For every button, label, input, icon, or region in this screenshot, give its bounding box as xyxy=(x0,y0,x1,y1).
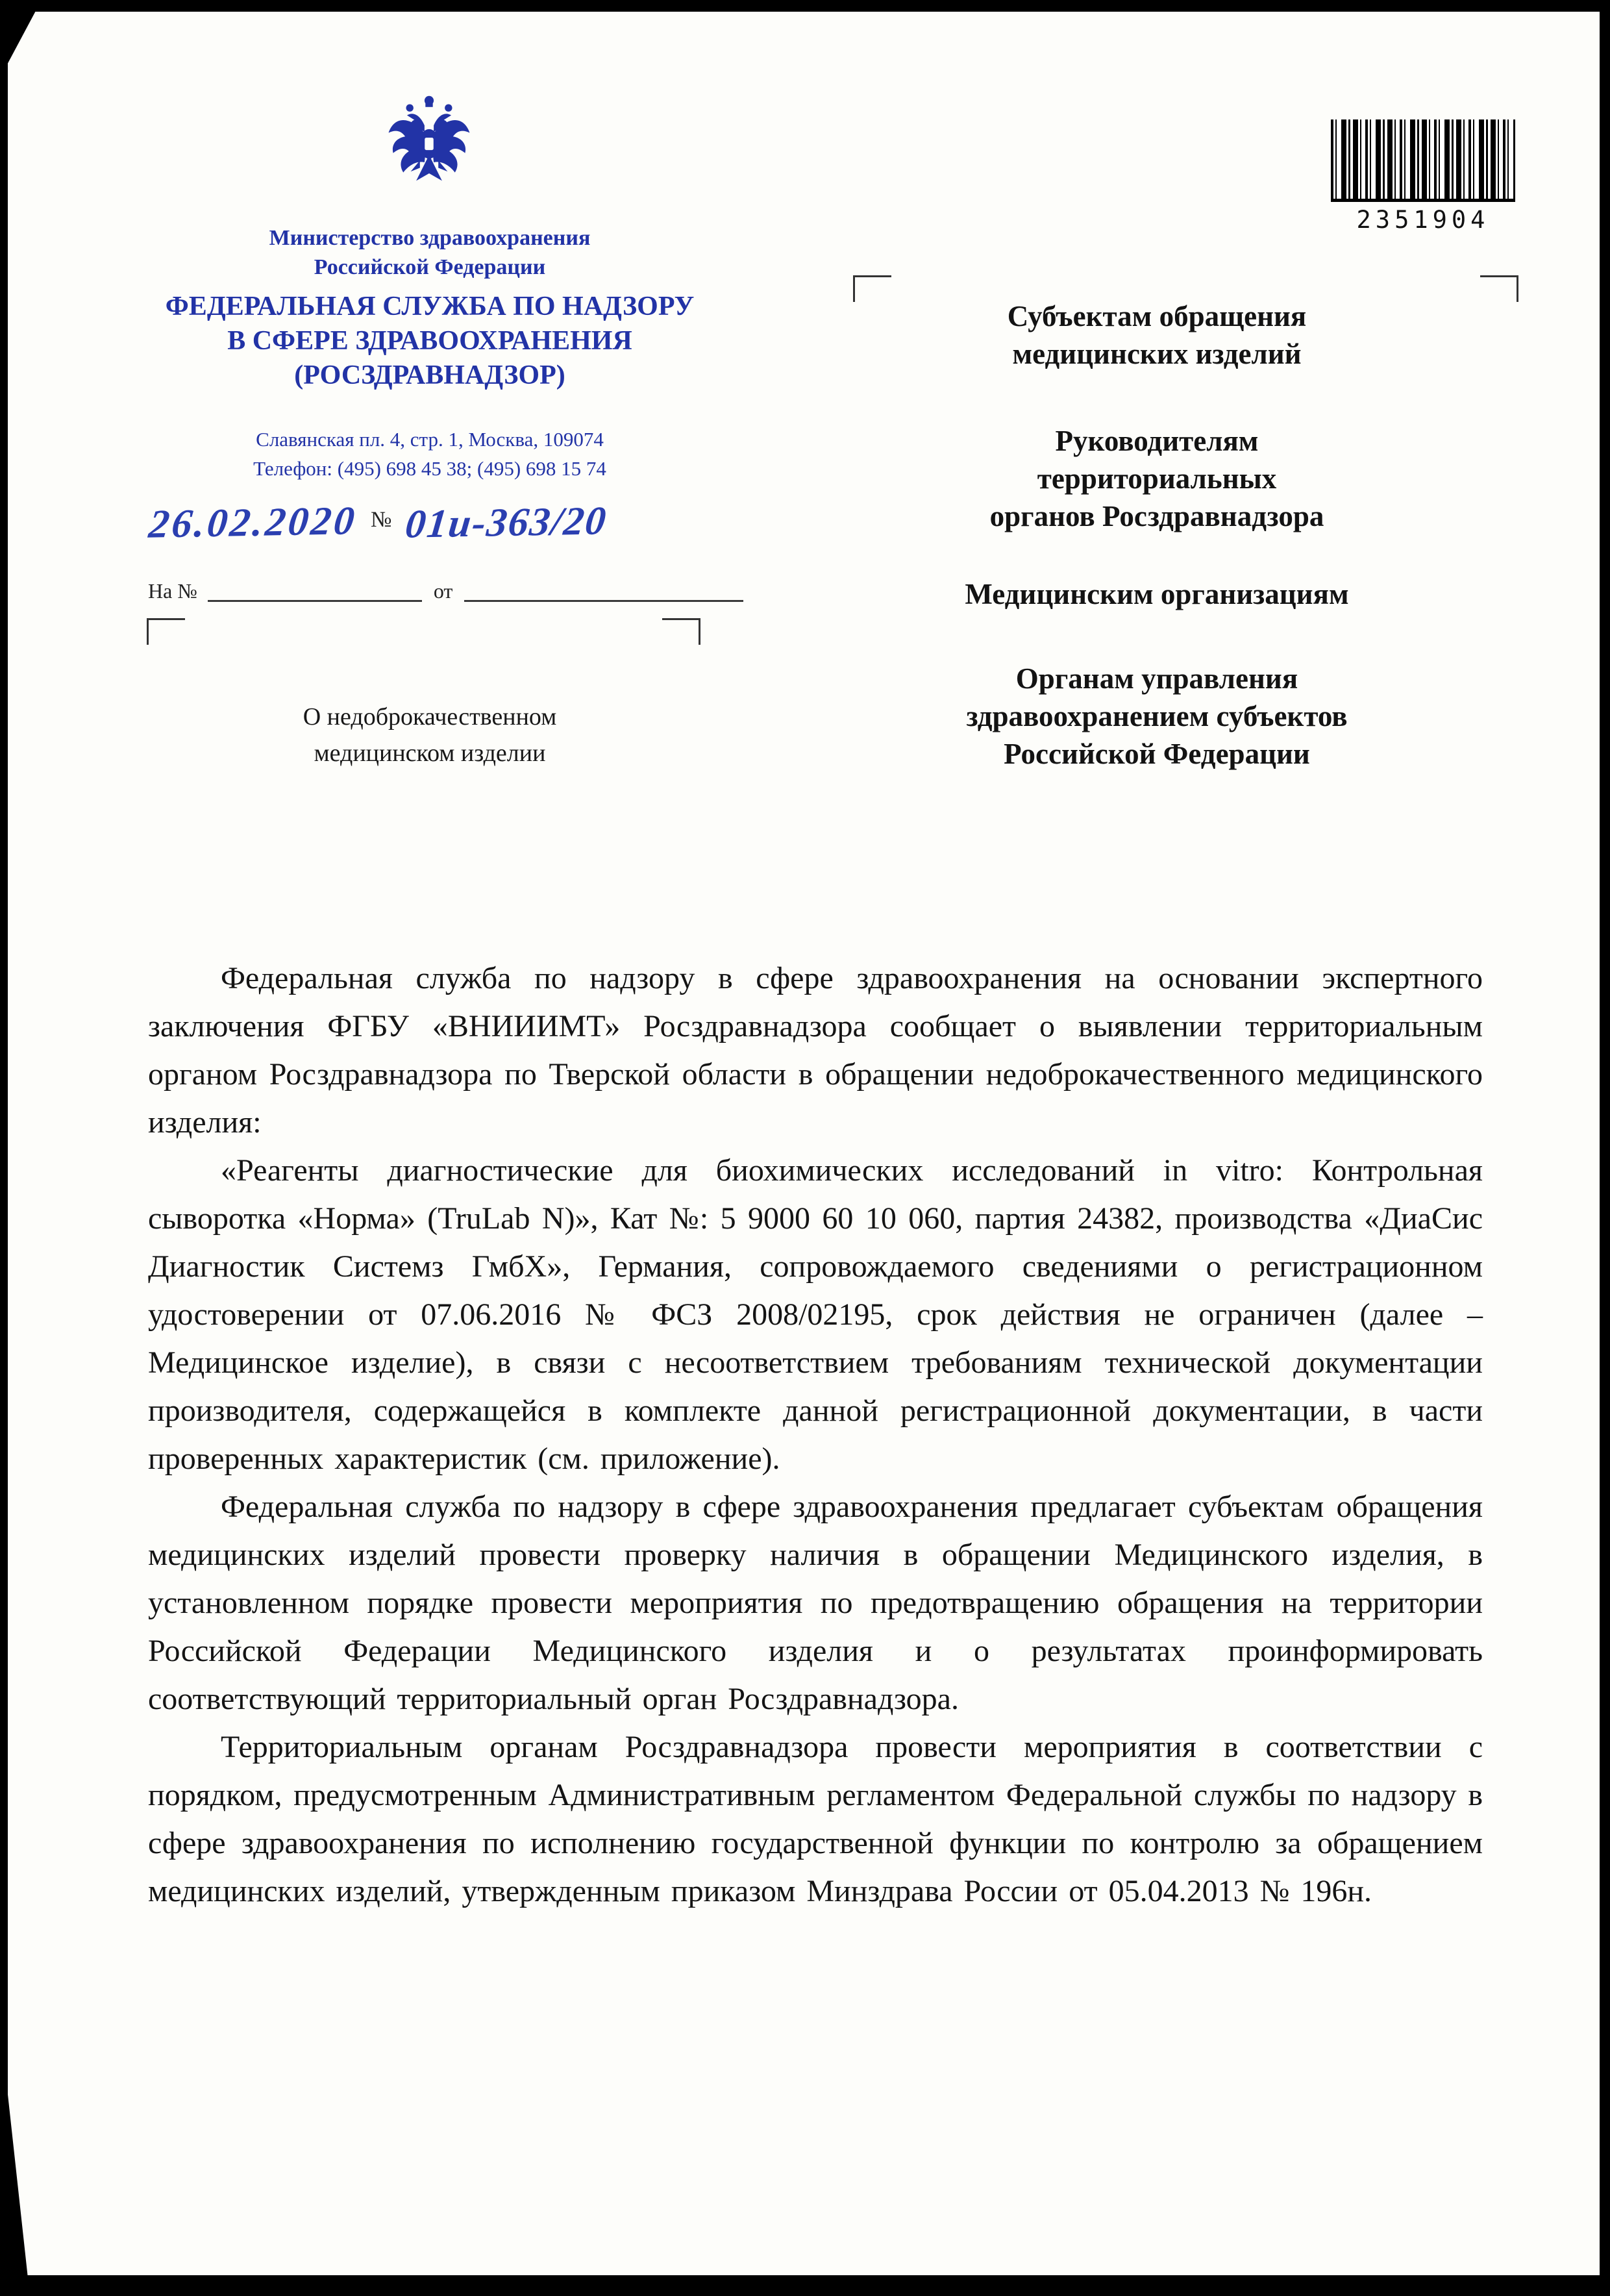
barcode-bars-icon xyxy=(1331,119,1515,202)
body-paragraph-2: «Реагенты диагностические для биохимических исследований in vitro: Контрольная сыворотка «Норма» (TruLab N)», Кат №: 5 9000 60 10 060, партия 24382, производства «ДиаСис Диагностик Системз ГмбХ», Германия, сопровождаемого сведениями о регистрационном удостоверении от 07.06.2016 № ФСЗ 2008/02195, срок действия не ограничен (далее – Медицинское изделие), в связи с несоответствием требованиям технической документации производителя, содержащейся в комплекте данной регистрационной документации, в части проверенных характеристик (см. приложение). xyxy=(148,1153,1483,1476)
barcode-number: 2351904 xyxy=(1356,206,1490,234)
addressee-health-authorities xyxy=(865,660,1449,773)
ministry-name xyxy=(203,223,657,282)
address-line2: Телефон: (495) 698 45 38; (495) 698 15 74 xyxy=(253,457,606,480)
letter-body xyxy=(148,955,1483,1915)
service-line2: В СФЕРЕ ЗДРАВООХРАНЕНИЯ xyxy=(227,326,632,356)
body-paragraph-4: Территориальным органам Росздравнадзора провести мероприятия в соответствии с порядком, предусмотренным Административным регламентом Федеральной службы по надзору в сфере здравоохранения по исполнению государственной функции по контролю за обращением медицинских изделий, утвержденным приказом Минздрава России от 05.04.2013 № 196н. xyxy=(148,1730,1483,1908)
ministry-line1: Министерство здравоохранения xyxy=(269,226,591,250)
addressee-line: медицинских изделий xyxy=(1012,338,1302,370)
incoming-reference xyxy=(148,578,743,603)
addressee-medical-orgs xyxy=(865,575,1449,613)
outgoing-reference xyxy=(149,500,799,546)
document-page xyxy=(8,12,1600,2275)
service-name xyxy=(131,290,728,393)
corner-mark xyxy=(662,618,700,645)
service-line3: (РОСЗДРАВНАДЗОР) xyxy=(294,360,565,390)
addressee-line: Субъектам обращения xyxy=(1007,300,1307,332)
scan-corner-shadow xyxy=(0,0,42,78)
ministry-line2: Российской Федерации xyxy=(314,255,546,279)
addressee-line: Медицинским организациям xyxy=(965,578,1349,610)
addressee-subjects xyxy=(865,297,1449,373)
handwritten-date: 26.02.2020 xyxy=(147,499,359,547)
addressee-heads xyxy=(865,422,1449,535)
addressee-line: Органам управления xyxy=(1015,662,1298,695)
service-line1: ФЕДЕРАЛЬНАЯ СЛУЖБА ПО НАДЗОРУ xyxy=(165,292,695,321)
corner-mark xyxy=(1480,275,1518,302)
addressee-line: Руководителям xyxy=(1055,425,1259,457)
scan-corner-shadow xyxy=(0,2023,30,2296)
subject-line2: медицинском изделии xyxy=(314,740,546,767)
coat-of-arms-icon xyxy=(383,84,475,205)
number-sign: № xyxy=(371,508,392,532)
addressee-line: Российской Федерации xyxy=(1004,738,1310,770)
letterhead-address xyxy=(131,425,728,483)
subject-line xyxy=(203,699,657,771)
addressee-line: территориальных xyxy=(1037,462,1277,495)
addressee-line: органов Росздравнадзора xyxy=(989,500,1324,532)
reply-label: На № xyxy=(148,579,197,603)
handwritten-number: 01и-363/20 xyxy=(403,499,610,547)
corner-mark xyxy=(147,618,185,645)
subject-line1: О недоброкачественном xyxy=(303,703,557,730)
reply-date-blank xyxy=(464,578,743,602)
from-label: от xyxy=(433,579,453,603)
addressee-line: здравоохранением субъектов xyxy=(966,700,1348,732)
body-paragraph-3: Федеральная служба по надзору в сфере здравоохранения предлагает субъектам обращения медицинских изделий провести проверку наличия в обращении Медицинского изделия, в установленном порядке провести мероприятия по предотвращению обращения на территории Российской Федерации Медицинского изделия и о результатах проинформировать соответствующий территориальный орган Росздравнадзора. xyxy=(148,1490,1483,1716)
address-line1: Славянская пл. 4, стр. 1, Москва, 109074 xyxy=(256,428,604,451)
body-paragraph-1: Федеральная служба по надзору в сфере здравоохранения на основании экспертного заключения ФГБУ «ВНИИИМТ» Росздравнадзора сообщает о выявлении территориальным органом Росздравнадзора по Тверской области в обращении недоброкачественного медицинского изделия: xyxy=(148,961,1483,1140)
reply-number-blank xyxy=(208,578,422,602)
barcode xyxy=(1331,119,1515,234)
